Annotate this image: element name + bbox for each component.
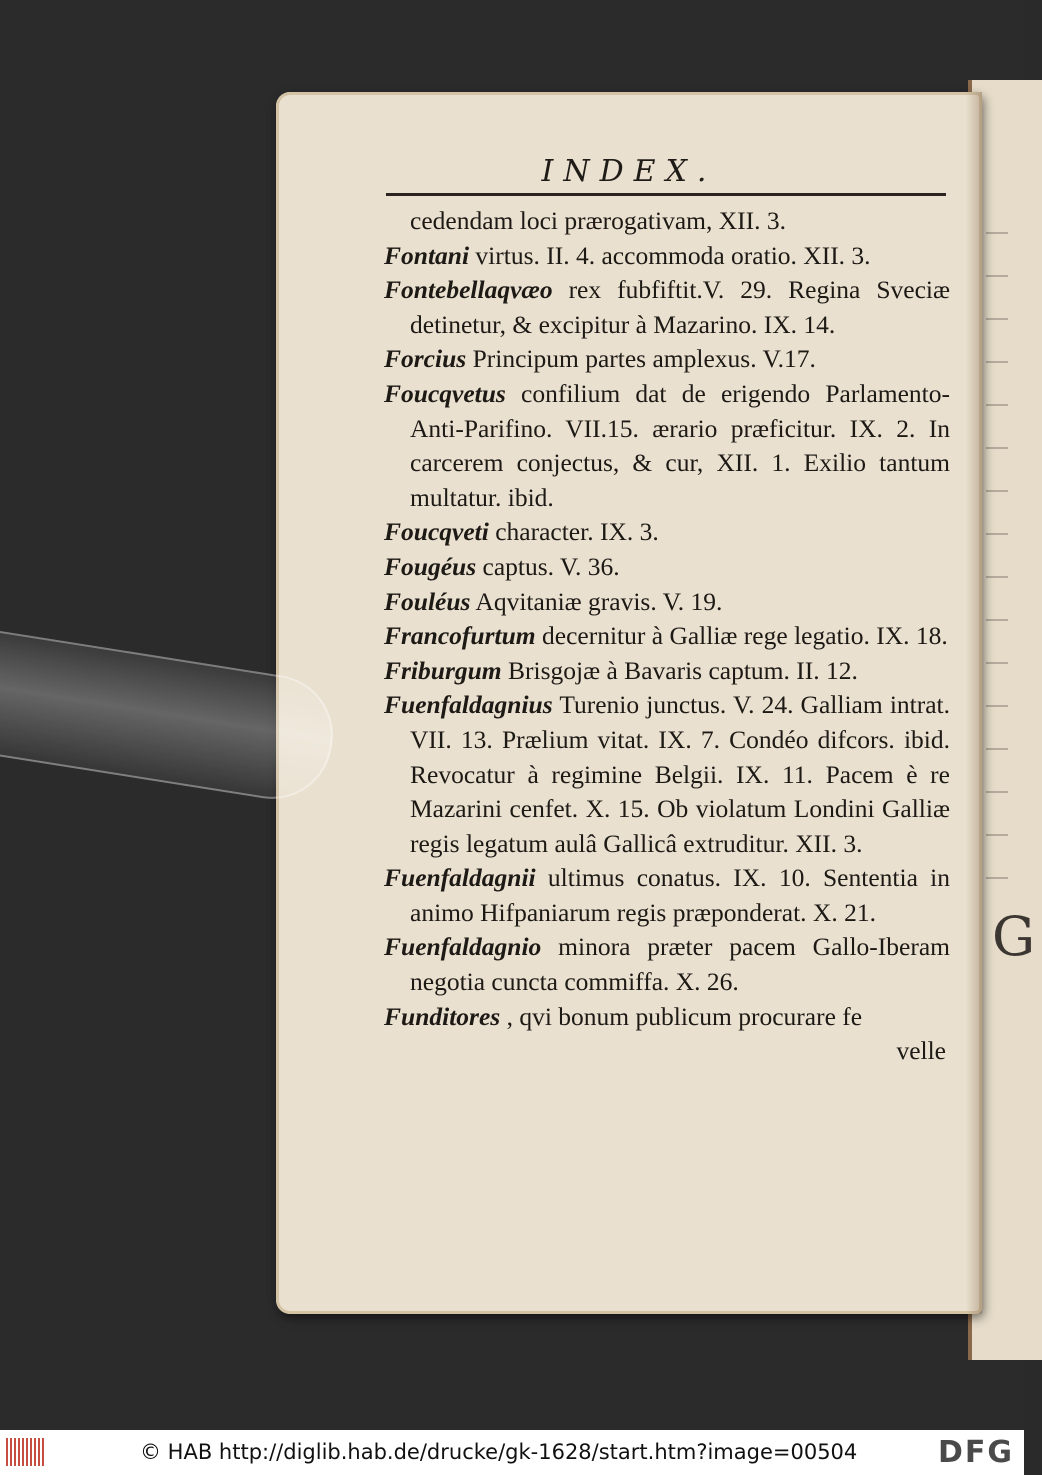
catchword: velle xyxy=(896,1036,946,1066)
index-entry xyxy=(384,377,950,515)
entry-term: Foucqvetus xyxy=(384,378,506,408)
entry-term: Foucqveti xyxy=(384,517,489,547)
entry-term: Friburgum xyxy=(384,655,502,685)
entry-text: Aqvitaniæ gravis. V. 19. xyxy=(475,586,723,616)
entry-text: Turenio junctus. V. 24. Galliam intrat. VII. 13. Prælium vitat. IX. 7. Condéo difcors. ibid. Revocatur à regimine Belgii. IX. 11. Pacem è re Mazarini cenfet. X. 15. Ob violatum Londini Galliæ regis legatum aulâ Gallicâ extruditur. XII. 3. xyxy=(410,690,951,858)
entry-term: Fuenfaldagnii xyxy=(384,863,536,893)
index-entries xyxy=(384,204,950,1069)
index-entry xyxy=(384,688,950,861)
index-entry xyxy=(384,273,950,342)
entry-term: Fontani xyxy=(384,240,470,270)
entry-term: Funditores xyxy=(384,1001,501,1031)
entry-text: decernitur à Galliæ rege legatio. IX. 18. xyxy=(542,621,948,651)
footer-bar xyxy=(0,1430,1024,1475)
credit-link[interactable]: © HAB http://diglib.hab.de/drucke/gk-1628/start.htm?image=00504 xyxy=(140,1440,858,1464)
entry-term: Fougéus xyxy=(384,551,477,581)
index-entry xyxy=(384,1000,950,1035)
entry-text: character. IX. 3. xyxy=(495,517,659,547)
index-entry xyxy=(384,204,950,239)
entry-text: Brisgojæ à Bavaris captum. II. 12. xyxy=(508,655,858,685)
index-entry xyxy=(384,585,950,620)
entry-text: ultimus conatus. IX. 10. Sententia in animo Hifpaniarum regis præponderat. X. 21. xyxy=(410,863,951,927)
index-entry xyxy=(384,239,950,274)
entry-text: rex fubfiftit.V. 29. Regina Sveciæ detinetur, & excipitur à Mazarino. IX. 14. xyxy=(410,275,950,339)
entry-text: , qvi bonum publicum procurare fe xyxy=(506,1001,863,1031)
index-entry xyxy=(384,515,950,550)
index-entry xyxy=(384,550,950,585)
entry-term: Fouléus xyxy=(384,586,471,616)
index-entry xyxy=(384,342,950,377)
index-entry xyxy=(384,619,950,654)
neighbor-initial-letter: G xyxy=(992,905,1036,968)
book-page xyxy=(276,92,982,1314)
entry-term: Fuenfaldagnius xyxy=(384,690,553,720)
index-entry xyxy=(384,861,950,930)
index-entry xyxy=(384,654,950,689)
dfg-logo: DFG xyxy=(937,1435,1014,1470)
entry-text: cedendam loci prærogativam, XII. 3. xyxy=(410,206,787,235)
entry-term: Fontebellaqvæo xyxy=(384,275,553,305)
index-entry xyxy=(384,930,950,999)
entry-text: virtus. II. 4. accommoda oratio. XII. 3. xyxy=(475,240,871,270)
entry-text: captus. V. 36. xyxy=(482,551,620,581)
header-rule xyxy=(386,193,946,196)
library-logo-icon xyxy=(6,1438,46,1466)
running-head: INDEX. xyxy=(541,154,717,189)
entry-text: minora præter pacem Gallo-Iberam negotia cuncta commiffa. X. 26. xyxy=(410,932,950,997)
entry-text: Principum partes amplexus. V.17. xyxy=(472,344,816,374)
entry-term: Forcius xyxy=(384,344,467,374)
neighbor-text-lines xyxy=(986,200,1026,888)
entry-text: confilium dat de erigendo Parlamento-Anti-Parifino. VII.15. ærario præficitur. IX. 2. In carcerem conjectus, & cur, XII. 1. Exilio tantum multatur. ibid. xyxy=(410,378,950,512)
entry-term: Francofurtum xyxy=(384,621,536,651)
entry-term: Fuenfaldagnio xyxy=(384,932,542,962)
